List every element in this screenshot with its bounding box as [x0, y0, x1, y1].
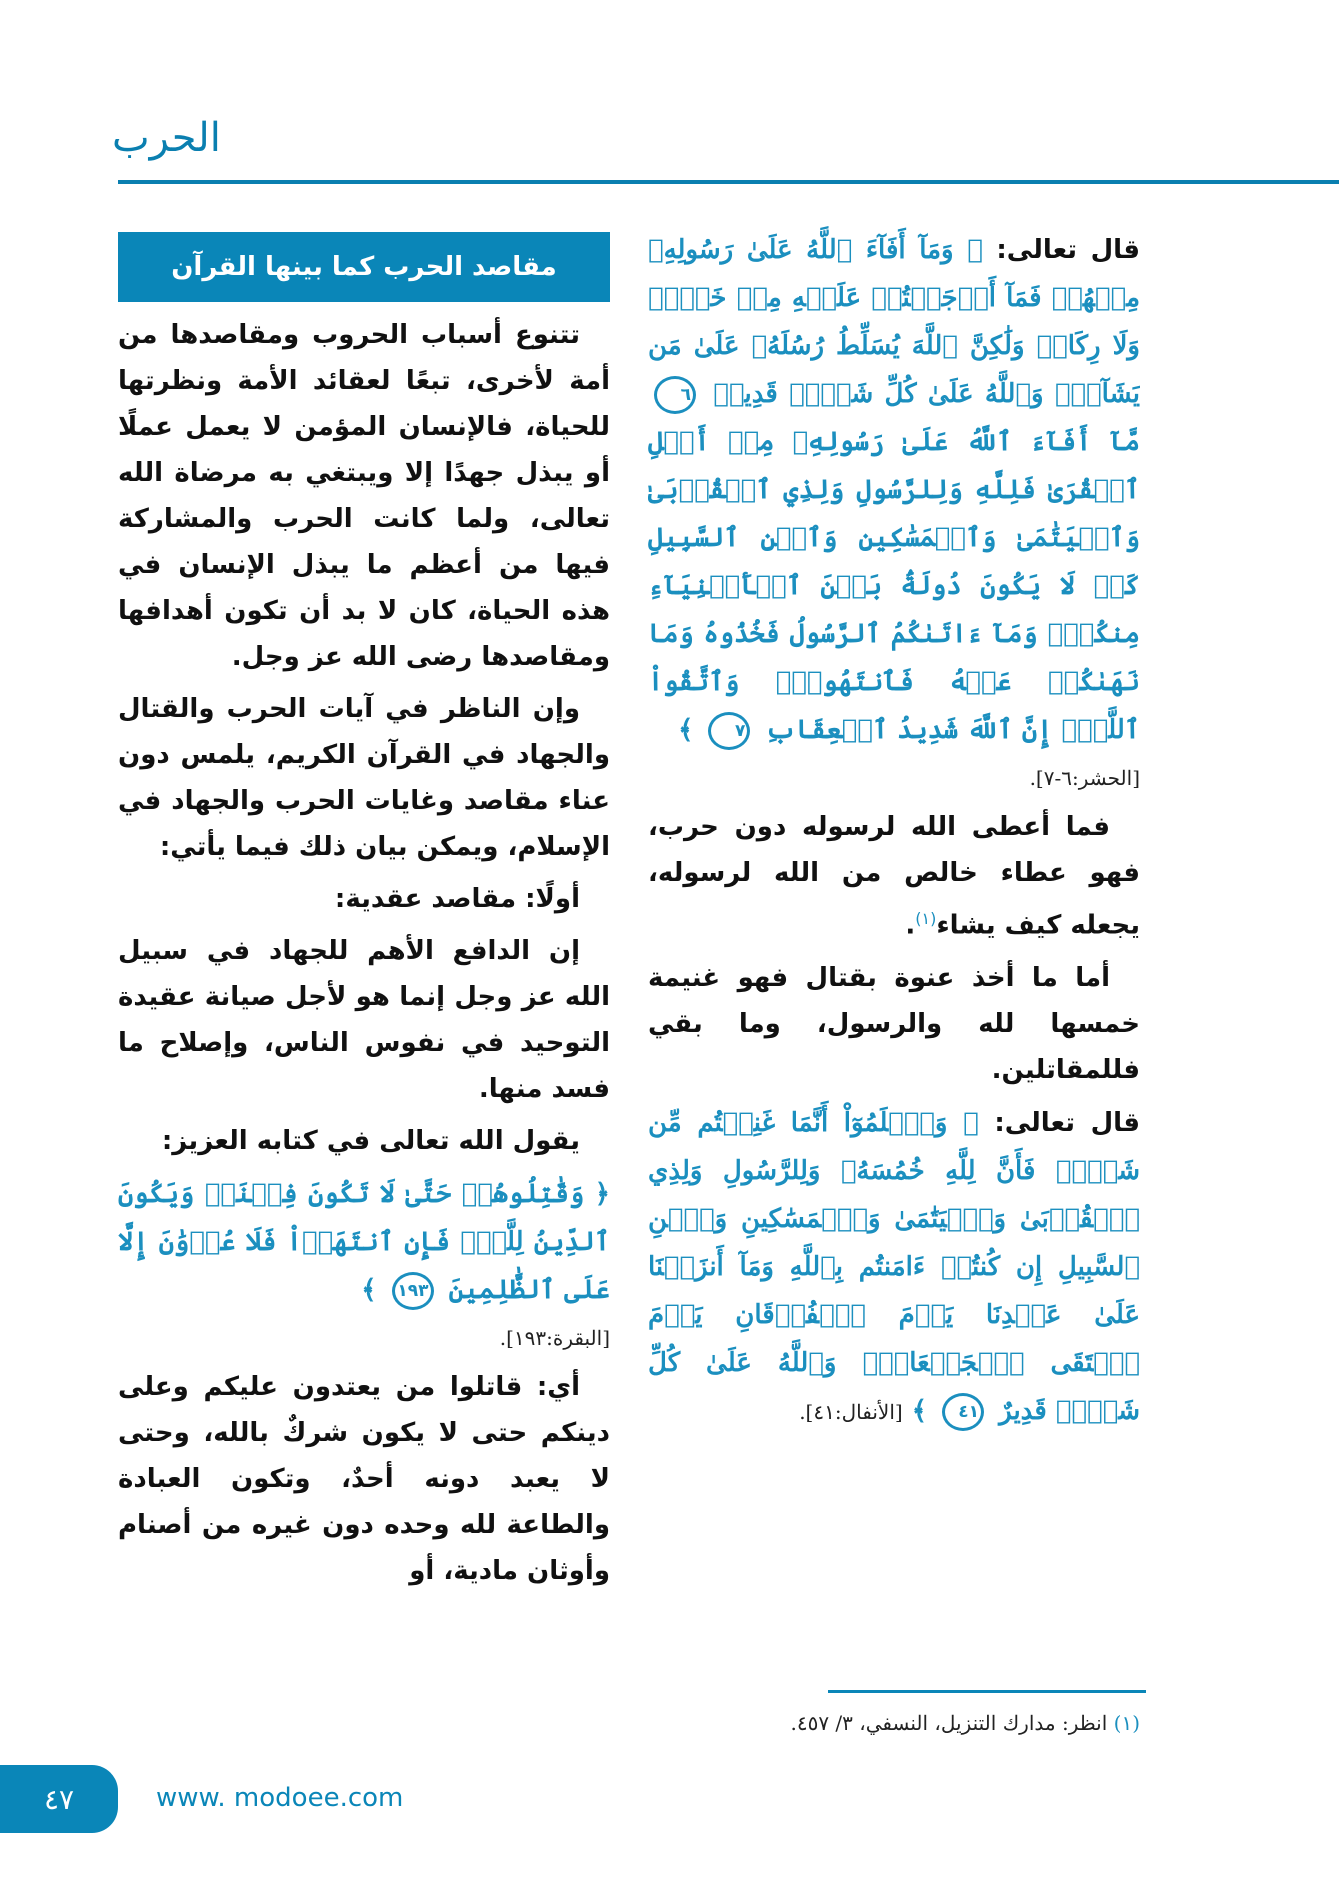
left-column — [118, 232, 610, 1672]
quran-bracket-open-icon: ﴿ — [594, 1179, 610, 1209]
quran-bracket-open-icon: ﴿ — [967, 235, 983, 265]
ayah-number-badge: ١٩٣ — [392, 1272, 434, 1310]
footnote — [660, 1708, 1140, 1738]
quran-reference: [البقرة:١٩٣]. — [499, 1326, 610, 1350]
paragraph-text-end: . — [905, 910, 916, 941]
quran-quote-hashr — [648, 226, 1140, 754]
body-paragraph: وإن الناظر في آيات الحرب والقتال والجهاد في القرآن الكريم، يلمس دون عناء مقاصد وغايات الحرب والجهاد في الإسلام، ويمكن بيان ذلك فيما يأتي: — [118, 694, 610, 862]
quran-verse-text: وَٱعۡلَمُوٓاْ أَنَّمَا غَنِمۡتُم مِّن شَيۡءٖ فَأَنَّ لِلَّهِ خُمُسَهُۥ وَلِلرَّسُولِ وَلِذِي ٱلۡقُرۡبَىٰ وَٱلۡيَتَٰمَىٰ وَٱلۡمَسَٰكِينِ وَٱبۡنِ ٱلسَّبِيلِ إِن كُنتُمۡ ءَامَنتُم بِٱللَّهِ وَمَآ أَنزَلۡنَا عَلَىٰ عَبۡدِنَا يَوۡمَ ٱلۡفُرۡقَانِ يَوۡمَ ٱلۡتَقَى ٱلۡجَمۡعَانِۗ وَٱللَّهُ عَلَىٰ كُلِّ شَيۡءٖ قَدِيرٌ — [648, 1107, 1140, 1426]
quran-verse-text: مَّآ أَفَآءَ ٱللَّهُ عَلَىٰ رَسُولِهِۦ مِنۡ أَهۡلِ ٱلۡقُرَىٰ فَلِلَّهِ وَلِلرَّسُولِ وَلِذِي ٱلۡقُرۡبَىٰ وَٱلۡيَتَٰمَىٰ وَٱلۡمَسَٰكِينِ وَٱبۡنِ ٱلسَّبِيلِ كَيۡ لَا يَكُونَ دُولَةَۢ بَيۡنَ ٱلۡأَغۡنِيَآءِ مِنكُمۡۚ وَمَآ ءَاتَىٰكُمُ ٱلرَّسُولُ فَخُذُوهُ وَمَا نَهَىٰكُمۡ عَنۡهُ فَٱنتَهُواْۚ وَٱتَّقُواْ ٱللَّهَۖ إِنَّ ٱللَّهَ شَدِيدُ ٱلۡعِقَابِ — [648, 427, 1140, 745]
quran-quote-anfal — [648, 1099, 1140, 1436]
quote-intro: قال تعالى: — [994, 1107, 1140, 1138]
ayah-number-badge: ٧ — [708, 712, 750, 750]
body-paragraph — [648, 804, 1140, 949]
quran-bracket-close-icon: ﴾ — [361, 1275, 377, 1305]
body-paragraph: يقول الله تعالى في كتابه العزيز: — [161, 1126, 580, 1156]
footnote-number: (١) — [1113, 1711, 1140, 1735]
quran-quote-baqarah — [118, 1170, 610, 1314]
paragraph-text: فما أعطى الله لرسوله دون حرب، فهو عطاء خالص من الله لرسوله، يجعله كيف يشاء — [648, 812, 1140, 941]
quran-reference: [الأنفال:٤١]. — [799, 1399, 903, 1424]
header-divider — [118, 180, 1339, 184]
quote-intro: قال تعالى: — [996, 235, 1140, 265]
quran-bracket-close-icon: ﴾ — [678, 715, 694, 745]
quran-verse-text: وَمَآ أَفَآءَ ٱللَّهُ عَلَىٰ رَسُولِهِۦ مِنۡهُمۡ فَمَآ أَوۡجَفۡتُمۡ عَلَيۡهِ مِنۡ خَيۡلٖ وَلَا رِكَابٖ وَلَٰكِنَّ ٱللَّهَ يُسَلِّطُ رُسُلَهُۥ عَلَىٰ مَن يَشَآءُۚ وَٱللَّهُ عَلَىٰ كُلِّ شَيۡءٖ قَدِيرٞ — [648, 235, 1140, 409]
quran-bracket-close-icon: ﴾ — [911, 1395, 927, 1426]
body-paragraph: أي: قاتلوا من يعتدون عليكم وعلى دينكم حتى لا يكون شركٌ بالله، وحتى لا يعبد دونه أحدٌ، وتكون العبادة والطاعة لله وحده دون غيره من أصنام وأوثان مادية، أو — [118, 1372, 610, 1586]
body-paragraph: إن الدافع الأهم للجهاد في سبيل الله عز وجل إنما هو لأجل صيانة عقيدة التوحيد في نفوس الناس، وإصلاح ما فسد منها. — [118, 936, 610, 1104]
quran-reference: [الحشر:٦-٧]. — [1029, 766, 1140, 790]
running-header-title: الحرب — [112, 115, 221, 161]
footnote-marker-link[interactable]: (١) — [915, 909, 937, 928]
ayah-number-badge: ٤١ — [942, 1393, 984, 1431]
footnote-divider — [828, 1690, 1146, 1693]
subheading: أولًا: مقاصد عقدية: — [334, 884, 580, 914]
website-link[interactable]: www. modoee.com — [156, 1783, 404, 1813]
page-number-badge: ٤٧ — [0, 1765, 118, 1833]
ayah-number-badge: ٦ — [654, 376, 696, 414]
footnote-text: انظر: مدارك التنزيل، النسفي، ٣/ ٤٥٧. — [790, 1711, 1108, 1735]
body-paragraph: أما ما أخذ عنوة بقتال فهو غنيمة خمسها لله والرسول، وما بقي فللمقاتلين. — [648, 962, 1140, 1085]
body-paragraph: تتنوع أسباب الحروب ومقاصدها من أمة لأخرى، تبعًا لعقائد الأمة ونظرتها للحياة، فالإنسان المؤمن لا يعمل عملًا أو يبذل جهدًا إلا ويبتغي به مرضاة الله تعالى، ولما كانت الحرب والمشاركة فيها من أعظم ما يبذل الإنسان في هذه الحياة، كان لا بد أن تكون أهدافها ومقاصدها رضى الله عز وجل. — [118, 320, 610, 672]
quran-bracket-open-icon: ﴿ — [963, 1107, 979, 1138]
section-heading-box: مقاصد الحرب كما بينها القرآن — [118, 232, 610, 302]
quran-verse-text: وَقَٰتِلُوهُمۡ حَتَّىٰ لَا تَكُونَ فِتۡنَةٞ وَيَكُونَ ٱلدِّينُ لِلَّهِۖ فَإِنِ ٱنتَهَوۡاْ فَلَا عُدۡوَٰنَ إِلَّا عَلَى ٱلظَّٰلِمِينَ — [118, 1179, 610, 1305]
right-column — [648, 226, 1140, 1666]
